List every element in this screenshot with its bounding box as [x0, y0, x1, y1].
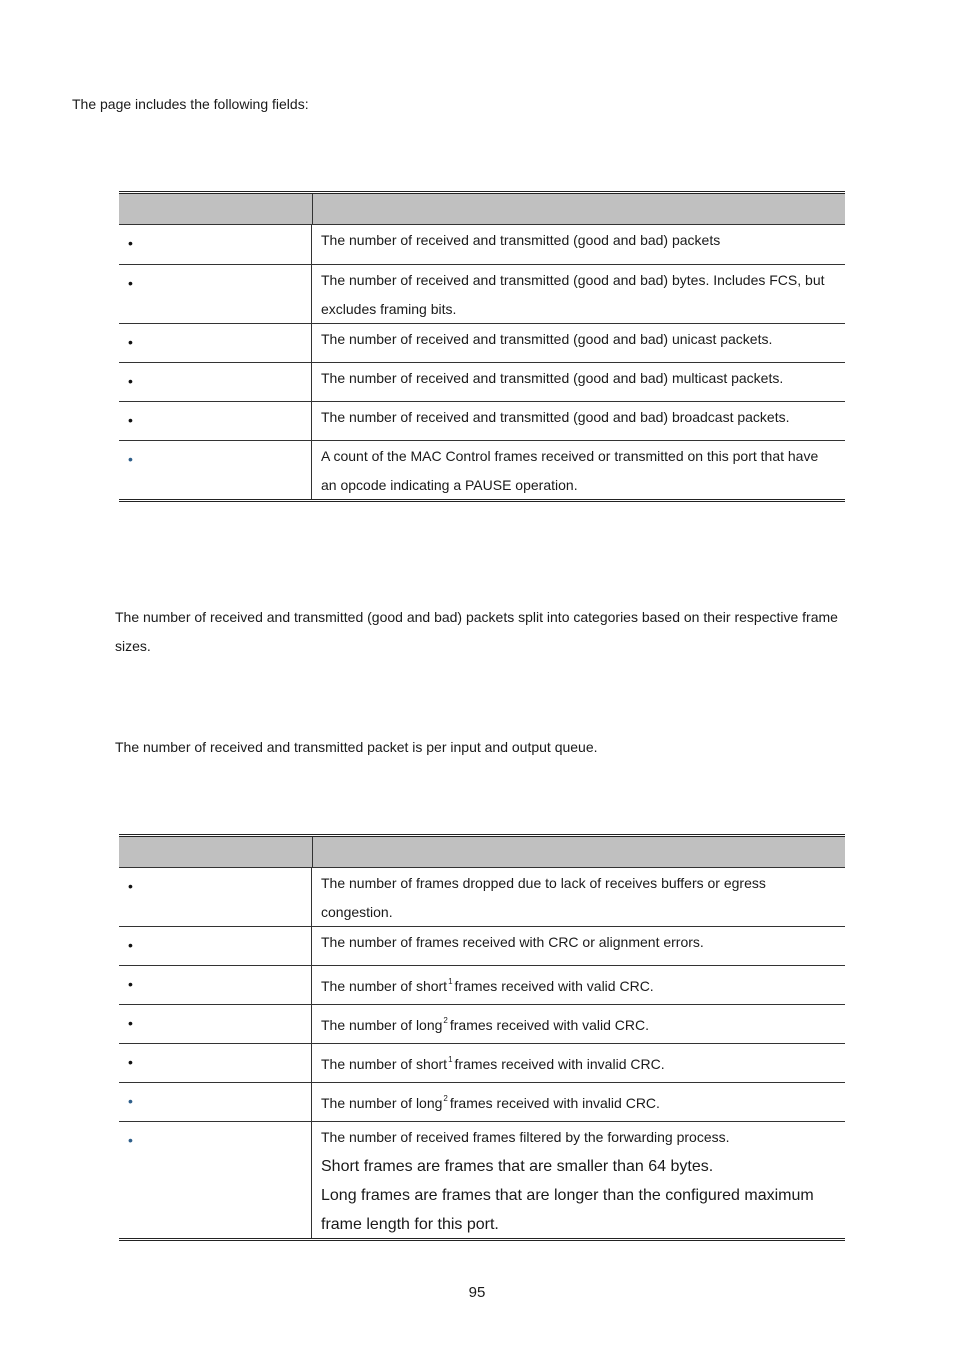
- bullet: •: [128, 937, 133, 953]
- table-header: [119, 837, 845, 868]
- desc-start: The number of long: [321, 1095, 443, 1111]
- row-description: The number of received and transmitted (good and bad) broadcast packets.: [321, 409, 790, 425]
- table-row: [119, 927, 845, 966]
- bullet: •: [128, 412, 133, 428]
- desc-start: The number of long: [321, 1017, 443, 1033]
- footnote-long-frames: Long frames are frames that are longer than the configured maximum frame length for this port.: [321, 1187, 814, 1233]
- bullet: •: [128, 451, 133, 467]
- bullet: •: [128, 878, 133, 894]
- row-description: [312, 966, 845, 1004]
- page-number: 95: [468, 1284, 486, 1301]
- table-row: [119, 966, 845, 1005]
- table-row: [119, 363, 845, 402]
- row-description: [312, 1083, 845, 1121]
- row-description: [312, 1044, 845, 1082]
- frame-size-paragraph: The number of received and transmitted (good and bad) packets split into categories based on their respective frame sizes.: [115, 609, 838, 654]
- desc-start: The number of short: [321, 1056, 448, 1072]
- intro-text: The page includes the following fields:: [72, 96, 309, 112]
- row-description: [312, 1122, 845, 1238]
- table-row: [119, 225, 845, 265]
- footnote-marker: 2: [443, 1094, 448, 1103]
- row-description: The number of frames received with CRC or alignment errors.: [321, 934, 704, 950]
- table-row: [119, 1005, 845, 1044]
- table-row: [119, 265, 845, 324]
- bullet: •: [128, 334, 133, 350]
- footnote-marker: 2: [443, 1016, 448, 1025]
- bullet: •: [128, 1054, 133, 1070]
- row-description: The number of received and transmitted (good and bad) bytes. Includes FCS, but excludes framing bits.: [321, 272, 825, 317]
- table-row: [119, 868, 845, 927]
- row-description: The number of received and transmitted (good and bad) unicast packets.: [321, 331, 773, 347]
- table-row: [119, 441, 845, 499]
- bullet: •: [128, 1015, 133, 1031]
- table-row: [119, 324, 845, 363]
- counters-table: [119, 191, 845, 502]
- desc-main: The number of received frames filtered by the forwarding process.: [321, 1129, 730, 1145]
- bullet: •: [128, 1132, 133, 1148]
- desc-end: frames received with invalid CRC.: [454, 1056, 665, 1072]
- footnote-marker: 1: [448, 1055, 453, 1064]
- queue-paragraph: The number of received and transmitted packet is per input and output queue.: [115, 739, 598, 755]
- row-description: The number of frames dropped due to lack of receives buffers or egress congestion.: [321, 875, 766, 920]
- table-row: [119, 1083, 845, 1122]
- desc-end: frames received with invalid CRC.: [449, 1095, 660, 1111]
- bullet: •: [128, 235, 133, 251]
- bullet: •: [128, 275, 133, 291]
- row-description: [312, 1005, 845, 1043]
- desc-end: frames received with valid CRC.: [449, 1017, 650, 1033]
- table-row: [119, 1044, 845, 1083]
- bullet: •: [128, 1093, 133, 1109]
- row-description: The number of received and transmitted (good and bad) multicast packets.: [321, 370, 784, 386]
- desc-end: frames received with valid CRC.: [454, 978, 654, 994]
- bullet: •: [128, 373, 133, 389]
- bullet: •: [128, 976, 133, 992]
- table-row: [119, 1122, 845, 1238]
- row-description: The number of received and transmitted (good and bad) packets: [321, 232, 721, 248]
- footnote-marker: 1: [448, 977, 453, 986]
- footnote-short-frames: Short frames are frames that are smaller than 64 bytes.: [321, 1158, 714, 1175]
- errors-table: [119, 834, 845, 1241]
- row-description: A count of the MAC Control frames received or transmitted on this port that have an opcode indicating a PAUSE operation.: [321, 448, 819, 493]
- table-row: [119, 402, 845, 441]
- desc-start: The number of short: [321, 978, 448, 994]
- table-header: [119, 194, 845, 225]
